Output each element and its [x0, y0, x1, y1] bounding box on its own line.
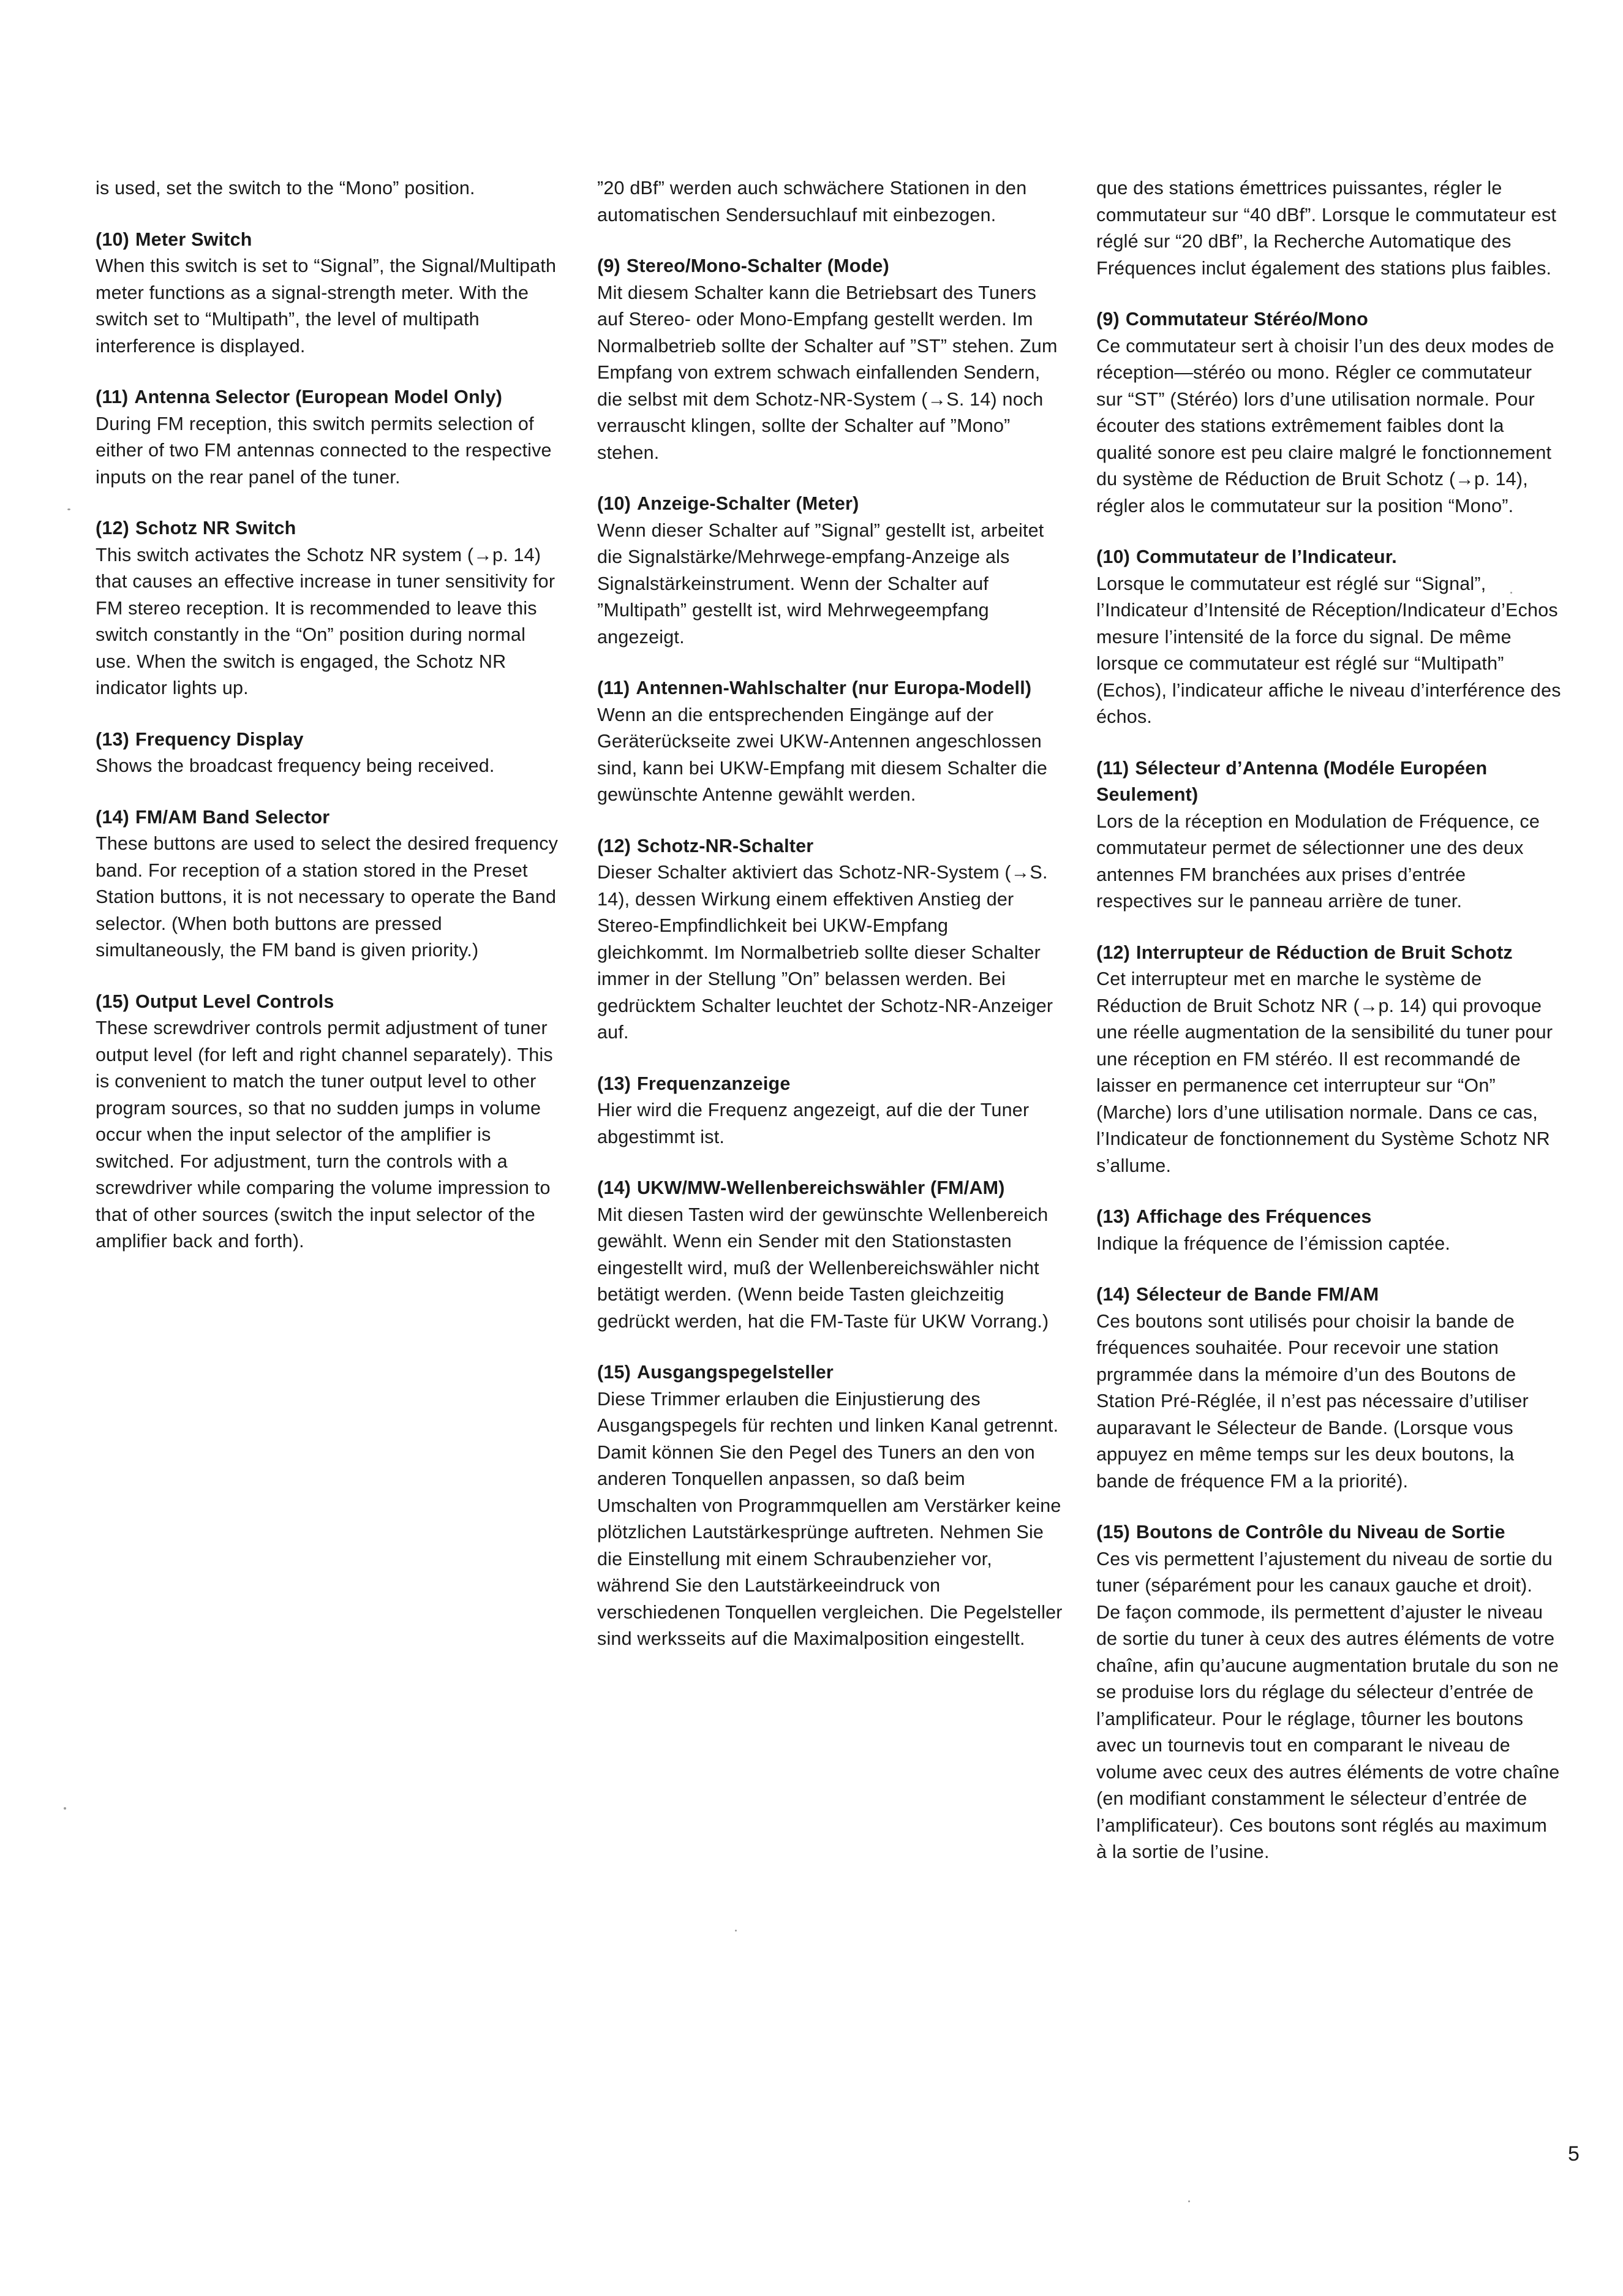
french-section-11: [1096, 755, 1562, 915]
section-number: (13): [1096, 1206, 1131, 1227]
section-heading: [1096, 1519, 1562, 1546]
english-intro: is used, set the switch to the “Mono” position.: [96, 178, 475, 198]
section-title: Commutateur de l’Indicateur.: [1136, 546, 1397, 567]
section-heading: [597, 833, 1063, 860]
german-section-10: [597, 491, 1063, 651]
section-number: (11): [96, 387, 129, 407]
section-body: Wenn an die entsprechenden Eingänge auf der Geräterückseite zwei UKW-Antennen angeschlossen sind, kann bei UKW-Empfang mit diesem Schalter die gewünschte Antenne gewählt werden.: [597, 704, 1047, 805]
section-title: Output Level Controls: [135, 991, 334, 1012]
section-heading: [96, 227, 561, 254]
section-title: Antenna Selector (European Model Only): [134, 387, 503, 407]
section-number: (14): [96, 806, 130, 828]
english-section-13: [96, 727, 561, 780]
scan-speck: [67, 508, 70, 510]
english-section-12: [96, 515, 561, 702]
section-title: Stereo/Mono-Schalter (Mode): [626, 255, 889, 276]
section-body: Ce commutateur sert à choisir l’un des deux modes de réception—stéréo ou mono. Régler ce commutateur sur “ST” (Stéréo) lors d’une utilisation normale. Pour écouter des stations extrêmement faibles dont la qualité sonore est peu claire malgré le fonctionnement du système de Réduction de Bruit Schotz (→p. 14), régler alos le commutateur sur la position “Mono”.: [1096, 335, 1554, 516]
german-section-14: [597, 1175, 1063, 1335]
section-heading: [1096, 940, 1562, 967]
section-title: Boutons de Contrôle du Niveau de Sortie: [1136, 1522, 1505, 1543]
german-intro: ”20 dBf” werden auch schwächere Stationen in den automatischen Sendersuchlauf mit einbezogen.: [597, 178, 1027, 225]
section-title: Sélecteur d’Antenna (Modéle Européen Seulement): [1096, 757, 1488, 805]
section-heading: [597, 675, 1063, 702]
section-body: Wenn dieser Schalter auf ”Signal” gestellt ist, arbeitet die Signalstärke/Mehrwege-empfang-Anzeige als Signalstärkeinstrument. Wenn der Schalter auf ”Multipath” gestellt ist, wird Mehrwegeempfang angezeigt.: [597, 519, 1044, 648]
section-body: Dieser Schalter aktiviert das Schotz-NR-System (→S. 14), dessen Wirkung einem effektiven Anstieg der Stereo-Empfindlichkeit bei UKW-Empfang gleichkommt. Im Normalbetrieb sollte dieser Schalter immer in der Stellung ”On” belassen werden. Bei gedrücktem Schalter leuchtet der Schotz-NR-Anzeiger auf.: [597, 862, 1053, 1043]
section-heading: [1096, 755, 1562, 809]
french-section-15: [1096, 1519, 1562, 1866]
section-number: (9): [1096, 309, 1120, 330]
german-section-11: [597, 675, 1063, 809]
section-heading: [597, 1359, 1063, 1386]
english-section-15: [96, 989, 561, 1255]
english-section-10: [96, 227, 561, 360]
section-body: Shows the broadcast frequency being received.: [96, 755, 495, 776]
section-title: Schotz-NR-Schalter: [637, 835, 814, 856]
section-body: Ces boutons sont utilisés pour choisir la bande de fréquences souhaitée. Pour recevoir une station prgrammée dans la mémoire d’un des Boutons de Station Pré-Réglée, il n’est pas nécessaire d’utiliser auparavant le Sélecteur de Bande. (Lorsque vous appuyez en même temps sur les deux boutons, la bande de fréquence FM a la priorité).: [1096, 1310, 1529, 1492]
section-number: (14): [1096, 1284, 1131, 1305]
section-body: When this switch is set to “Signal”, the Signal/Multipath meter functions as a signal-strength meter. With the switch set to “Multipath”, the level of multipath interference is displayed.: [96, 255, 557, 357]
section-number: (11): [1096, 757, 1129, 779]
section-number: (15): [96, 991, 130, 1012]
german-section-15: [597, 1359, 1063, 1653]
section-body: Diese Trimmer erlauben die Einjustierung des Ausgangspegels für rechten und linken Kanal getrennt. Damit können Sie den Pegel des Tuners an den von anderen Tonquellen anpassen, so daß beim Umschalten von Programmquellen am Verstärker keine plötzlichen Lautstärkesprünge auftreten. Nehmen Sie die Einstellung mit einem Schraubenzieher vor, während Sie den Lautstärkeeindruck von verschiedenen Tonquellen vergleichen. Die Pegelsteller sind werksseits auf die Maximalposition eingestellt.: [597, 1388, 1063, 1649]
section-number: (12): [96, 518, 130, 538]
section-number: (12): [597, 835, 631, 856]
scan-speck: [64, 1807, 66, 1810]
section-heading: [1096, 544, 1562, 571]
german-section-12: [597, 833, 1063, 1046]
section-number: (12): [1096, 942, 1131, 963]
section-heading: [1096, 1282, 1562, 1308]
section-body: This switch activates the Schotz NR system (→p. 14) that causes an effective increase in tuner sensitivity for FM stereo reception. It is recommended to leave this switch constantly in the “On” position during normal use. When the switch is engaged, the Schotz NR indicator lights up.: [96, 544, 555, 698]
section-title: Frequency Display: [135, 728, 304, 750]
section-title: Affichage des Fréquences: [1136, 1206, 1372, 1227]
section-heading: [96, 804, 561, 831]
section-body: During FM reception, this switch permits selection of either of two FM antennas connected to the respective inputs on the rear panel of the tuner.: [96, 413, 552, 488]
german-section-9: [597, 253, 1063, 466]
german-section-13: [597, 1071, 1063, 1151]
section-heading: [96, 384, 561, 411]
section-body: Mit diesen Tasten wird der gewünschte Wellenbereich gewählt. Wenn ein Sender mit den Stationstasten eingestellt wird, muß der Wellenbereichswähler nicht betätigt werden. (Wenn beide Tasten gleichzeitig gedrückt werden, hat die FM-Taste für UKW Vorrang.): [597, 1204, 1049, 1332]
section-heading: [96, 515, 561, 542]
section-body: Lors de la réception en Modulation de Fréquence, ce commutateur permet de sélectionner une des deux antennes FM branchées aux prises d’entrée respectives sur le panneau arrière de tuner.: [1096, 810, 1540, 912]
section-title: Ausgangspegelsteller: [637, 1362, 834, 1383]
section-title: Commutateur Stéréo/Mono: [1125, 309, 1368, 330]
section-heading: [1096, 306, 1562, 333]
section-body: Lorsque le commutateur est réglé sur “Signal”, l’Indicateur d’Intensité de Réception/Indicateur d’Echos mesure l’intensité de la force du signal. De même lorsque ce commutateur est réglé sur “Multipath” (Echos), l’indicateur affiche le niveau d’interférence des échos.: [1096, 573, 1561, 727]
section-number: (10): [1096, 546, 1131, 567]
scan-speck: [1188, 2200, 1190, 2202]
section-title: FM/AM Band Selector: [135, 806, 330, 828]
section-body: Indique la fréquence de l’émission captée.: [1096, 1233, 1451, 1254]
section-title: Frequenzanzeige: [637, 1073, 791, 1094]
section-title: Interrupteur de Réduction de Bruit Schotz: [1136, 942, 1513, 963]
section-body: Hier wird die Frequenz angezeigt, auf die der Tuner abgestimmt ist.: [597, 1100, 1030, 1147]
section-title: Antennen-Wahlschalter (nur Europa-Modell): [636, 678, 1032, 698]
section-heading: [96, 989, 561, 1016]
section-heading: [597, 1175, 1063, 1202]
section-number: (13): [96, 728, 130, 750]
french-intro: que des stations émettrices puissantes, régler le commutateur sur “40 dBf”. Lorsque le commutateur est réglé sur “20 dBf”, la Recherche Automatique des Fréquences inclut également des stations plus faibles.: [1096, 178, 1557, 279]
section-title: Meter Switch: [135, 228, 252, 250]
english-column: [96, 175, 561, 1255]
section-heading: [597, 491, 1063, 518]
section-body: These buttons are used to select the desired frequency band. For reception of a station stored in the Preset Station buttons, it is not necessary to operate the Band selector. (When both buttons are pressed simultaneously, the FM band is given priority.): [96, 833, 559, 961]
french-section-12: [1096, 940, 1562, 1180]
section-number: (10): [597, 493, 631, 514]
section-heading: [1096, 1204, 1562, 1231]
french-section-9: [1096, 306, 1562, 519]
section-body: These screwdriver controls permit adjustment of tuner output level (for left and right channel separately). This is convenient to match the tuner output level to other program sources, so that no sudden jumps in volume occur when the input selector of the amplifier is switched. For adjustment, turn the controls with a screwdriver while comparing the volume impression to that of other sources (switch the input selector of the amplifier back and forth).: [96, 1018, 553, 1252]
scan-speck: [1510, 592, 1512, 594]
french-column: [1096, 175, 1562, 1866]
section-heading: [597, 253, 1063, 280]
section-title: Sélecteur de Bande FM/AM: [1136, 1284, 1379, 1305]
french-section-13: [1096, 1204, 1562, 1257]
section-body: Mit diesem Schalter kann die Betriebsart des Tuners auf Stereo- oder Mono-Empfang gestellt werden. Im Normalbetrieb sollte der Schalter auf ”ST” stehen. Zum Empfang von extrem schwach einfallenden Sendern, die selbst mit dem Schotz-NR-System (→S. 14) noch verrauscht klingen, sollte der Schalter auf ”Mono” stehen.: [597, 282, 1058, 463]
section-number: (11): [597, 678, 630, 698]
section-number: (9): [597, 255, 620, 276]
section-number: (15): [597, 1362, 631, 1383]
section-number: (10): [96, 228, 130, 250]
section-body: Ces vis permettent l’ajustement du niveau de sortie du tuner (séparément pour les canaux gauche et droit). De façon commode, ils permettent d’ajuster le niveau de sortie du tuner à ceux des autres éléments de votre chaîne, afin qu’aucune augmentation brutale du son ne se produise lors du réglage du sélecteur d’entrée de l’amplificateur. Pour le réglage, tôurner les boutons avec un tournevis tout en comparant le niveau de volume avec ceux des autres éléments de votre chaîne (en modifiant constamment le sélecteur d’entrée de l’amplificateur). Ces boutons sont réglés au maximum à la sortie de l’usine.: [1096, 1548, 1560, 1862]
german-column: [597, 175, 1063, 1653]
section-number: (14): [597, 1177, 631, 1198]
french-section-14: [1096, 1282, 1562, 1495]
section-number: (13): [597, 1073, 631, 1094]
scan-speck: [735, 1930, 737, 1932]
section-heading: [96, 727, 561, 753]
section-title: Anzeige-Schalter (Meter): [637, 493, 859, 514]
english-section-14: [96, 804, 561, 964]
section-heading: [597, 1071, 1063, 1098]
page-number: 5: [1568, 2142, 1580, 2166]
english-section-11: [96, 384, 561, 491]
section-title: Schotz NR Switch: [135, 518, 296, 538]
section-number: (15): [1096, 1522, 1131, 1543]
section-body: Cet interrupteur met en marche le système de Réduction de Bruit Schotz NR (→p. 14) qui provoque une réelle augmentation de la sensibilité du tuner pour une réception en FM stéréo. Il est recommandé de laisser en permanence cet interrupteur sur “On” (Marche) lors d’une utilisation normale. Dans ce cas, l’Indicateur de fonctionnement du Système Schotz NR s’allume.: [1096, 969, 1553, 1176]
section-title: UKW/MW-Wellenbereichswähler (FM/AM): [637, 1177, 1005, 1198]
french-section-10: [1096, 544, 1562, 731]
